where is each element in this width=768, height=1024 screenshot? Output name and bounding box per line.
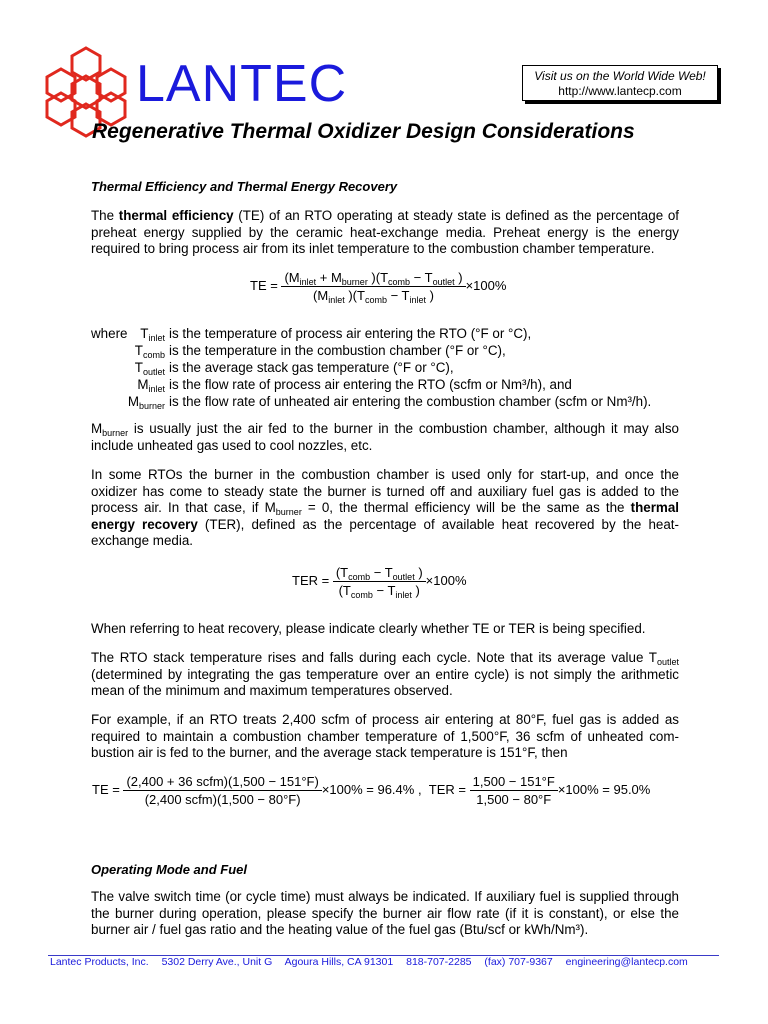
equation-ter: TER = $\frac{(T_{comb} - T_{outlet} )}{(T_{comb} - T_{inlet} )}$ ×100% — [292, 565, 467, 600]
section-heading-operating-mode: Operating Mode and Fuel — [91, 862, 248, 877]
equation-te: TE = $\frac{(M_{inlet} + M_{burner} )(T_{comb} - T_{outlet} )}{(M_{inlet} )(T_{comb} - T_{inlet} )}$ ×100% — [250, 270, 507, 305]
footer-company: Lantec Products, Inc. — [50, 956, 149, 968]
equation-example: TE = $\frac{\text{(2,400 + 36 scfm)(1,500 − 151°F)}}{\text{(2,400 scfm)(1,500 − 80°F)}}$ ×100% = 96.4% , TER = $\frac{1,500 - 151^\circ F}{1,500 - 80^\circ F}$ ×100% = 95.0% — [92, 774, 651, 807]
paragraph-stack-temperature: The RTO stack temperature rises and falls during each cycle. Note that its average value $T_{outlet}$ (determined by integrating the gas temperature over an entire cycle) is not simply the arithmetic mean of the minimum and maximum temperatures observed. — [91, 650, 679, 698]
page-title: Regenerative Thermal Oxidizer Design Considerations — [92, 120, 635, 143]
symbol-definitions: where $T_{inlet}$ is the temperature of process air entering the RTO (°F or °C), $T_{comb}$ is the temperature in the combustion chamber (°F or °C), $T_{outlet}$ is the average stack gas temperature (°F or °C), $M_{inlet}$ is the flow rate of process air entering the RTO (scfm or Nm³/h), and $M_{burner}$ is the flow rate of unheated air entering the combustion chamber (scfm or Nm³/h). — [91, 326, 652, 411]
brand-name: LANTEC — [136, 55, 348, 113]
paragraph-definition: The thermal efficiency (TE) of an RTO operating at steady state is defined as the percentage of preheat energy supplied by the ceramic heat-exchange media. Preheat energy is the energy required to bring process air from its inlet temperature to the combustion chamber temperature. — [91, 208, 679, 256]
footer-phone[interactable]: 818-707-2285 — [406, 956, 472, 968]
footer-fax: (fax) 707-9367 — [484, 956, 553, 968]
website-url[interactable]: http://www.lantecp.com — [558, 84, 682, 98]
website-box[interactable] — [522, 65, 718, 101]
footer-email[interactable]: engineering@lantecp.com — [565, 956, 688, 968]
paragraph-operating-mode: The valve switch time (or cycle time) must always be indicated. If auxiliary fuel is supplied through the burner during operation, please specify the burner air flow rate (if it is constant), or else the burner air / fuel gas ratio and the heating value of the fuel gas (Btu/scf or kWh/Nm³). — [91, 889, 679, 937]
paragraph-mburner: $M_{burner}$ is usually just the air fed to the burner in the combustion chamber, although it may also include unheated gas used to cool nozzles, etc. — [91, 421, 679, 453]
footer — [50, 956, 688, 968]
section-heading-thermal-efficiency: Thermal Efficiency and Thermal Energy Recovery — [91, 179, 398, 194]
footer-address: 5302 Derry Ave., Unit G — [161, 956, 273, 968]
paragraph-startup: In some RTOs the burner in the combustion chamber is used only for start-up, and once the oxidizer has come to steady state the burner is turned off and auxiliary fuel gas is added to the process air. In that case, if $M_{burner} = 0$, the thermal efficiency will be the same as the thermal energy recovery (TER), defined as the percentage of available heat recovered by the heat-exchange media. — [91, 467, 679, 548]
website-caption: Visit us on the World Wide Web! — [534, 69, 706, 83]
paragraph-heat-recovery: When referring to heat recovery, please indicate clearly whether TE or TER is being specified. — [91, 621, 646, 636]
footer-city: Agoura Hills, CA 91301 — [284, 956, 394, 968]
paragraph-example: For example, if an RTO treats 2,400 scfm of process air entering at 80°F, fuel gas is added as required to maintain a combustion chamber temperature of 1,500°F, 36 scfm of unheated com-bustion air is fed to the burner, and the average stack temperature is 151°F, then — [91, 712, 679, 760]
